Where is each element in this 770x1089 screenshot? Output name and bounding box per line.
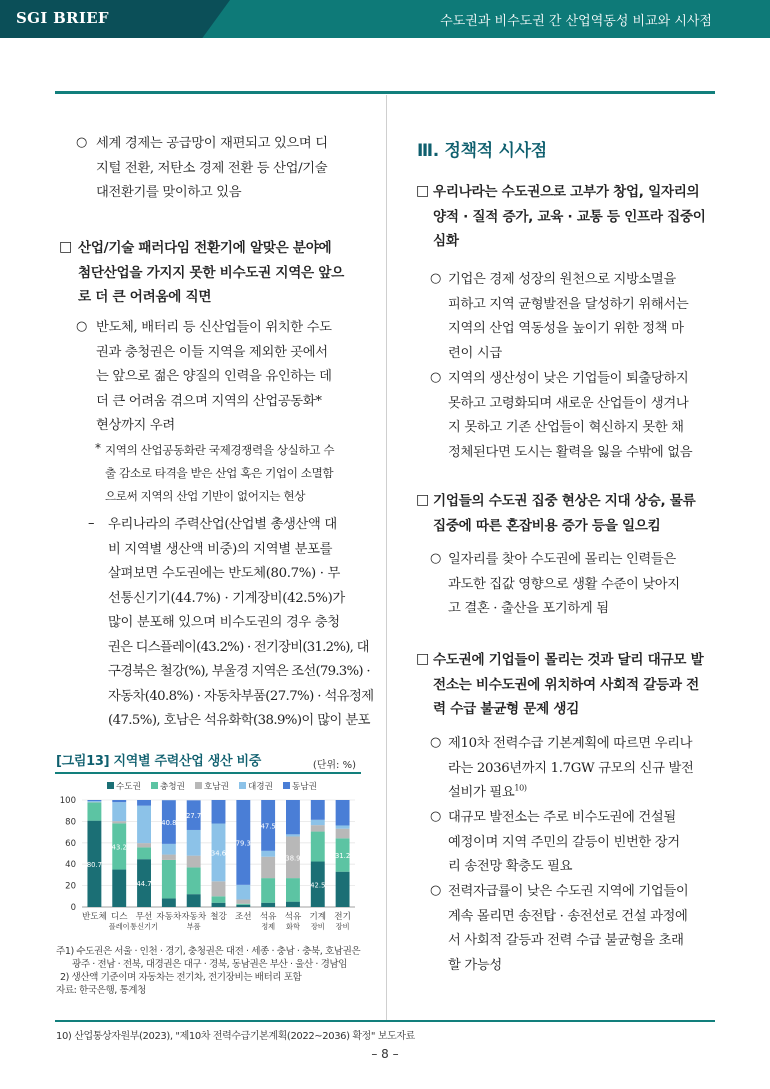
legend-label-2: 호남권 xyxy=(204,782,229,792)
x-tick-label-2-0: 무선 xyxy=(135,912,153,922)
bar-segment-10-0 xyxy=(336,872,350,907)
text-line: 계속 몰리면 송전탑 · 송전선로 건설 과정에 xyxy=(448,908,688,924)
bar-segment-8-3 xyxy=(286,834,300,836)
circle-bullet-icon: ○ xyxy=(430,735,442,750)
legend-swatch-1 xyxy=(151,782,158,789)
bullet-circle-r4 xyxy=(430,732,693,806)
page-header xyxy=(0,0,770,38)
text-line: 자동차(40.8%) · 자동차부품(27.7%) · 석유정제 xyxy=(108,688,374,704)
bullet-circle-2 xyxy=(76,316,332,439)
data-label-3: 40.8 xyxy=(161,819,177,828)
text-line: 전력자급률이 낮은 수도권 지역에 기업들이 xyxy=(448,884,689,899)
text-line: 반도체, 배터리 등 신산업들이 위치한 수도 xyxy=(96,320,332,335)
bar-segment-10-3 xyxy=(336,825,350,828)
data-label-9: 42.5 xyxy=(310,881,326,890)
figure-title-rule xyxy=(55,772,361,774)
bar-segment-5-2 xyxy=(212,881,226,896)
x-tick-label-9-0: 기계 xyxy=(309,912,327,922)
dash-paragraph xyxy=(88,513,374,734)
bar-segment-6-0 xyxy=(236,905,250,907)
bullet-circle-r3 xyxy=(430,548,680,622)
legend-label-1: 충청권 xyxy=(160,782,185,792)
asterisk-marker: * xyxy=(95,441,101,455)
bar-segment-4-0 xyxy=(187,894,201,907)
x-tick-label-3-0: 자동차 xyxy=(156,912,182,922)
heading-line: 우리나라는 수도권으로 고부가 창업, 일자리의 xyxy=(433,184,700,200)
x-tick-label-4-0: 자동차 xyxy=(181,912,207,922)
bar-segment-5-1 xyxy=(212,896,226,902)
text-line: 대전환기를 맞이하고 있음 xyxy=(96,185,242,200)
x-tick-label-0-0: 반도체 xyxy=(81,912,107,922)
bar-segment-9-3 xyxy=(311,820,325,825)
bullet-circle-r1 xyxy=(430,268,688,366)
square-bullet-icon: □ xyxy=(416,183,430,199)
x-tick-label-1-0: 디스 xyxy=(110,912,128,922)
bar-segment-3-0 xyxy=(162,898,176,907)
x-tick-label-8-1: 화학 xyxy=(286,922,300,931)
text-line: 구경북은 철강(%), 부울경 지역은 조선(79.3%) · xyxy=(108,664,370,679)
text-line: 는 앞으로 젊은 양질의 인력을 유인하는 데 xyxy=(96,369,332,384)
column-divider xyxy=(386,95,387,1020)
text-line: 세계 경제는 공급망이 재편되고 있으며 디 xyxy=(96,136,328,151)
text-line: 대규모 발전소는 주로 비수도권에 건설될 xyxy=(448,810,676,825)
footnote-reference[interactable]: 10) xyxy=(514,783,527,793)
legend-swatch-3 xyxy=(239,782,246,789)
brand-label: SGI BRIEF xyxy=(16,9,109,27)
circle-bullet-icon: ○ xyxy=(430,551,442,566)
text-line: 일자리를 찾아 수도권에 몰리는 인력들은 xyxy=(448,552,676,567)
bar-segment-0-4 xyxy=(87,800,101,801)
page-number: – 8 – xyxy=(371,1047,399,1061)
asterisk-note xyxy=(95,439,334,508)
data-label-8: 38.9 xyxy=(285,854,301,863)
bar-segment-10-4 xyxy=(336,800,350,825)
text-line: 현상까지 우려 xyxy=(96,418,175,433)
bar-segment-0-3 xyxy=(87,801,101,802)
text-line: 피하고 지역 균형발전을 달성하기 위해서는 xyxy=(448,296,689,312)
text-line: 라는 2036년까지 1.7GW 규모의 신규 발전 xyxy=(448,760,694,776)
dash-marker: – xyxy=(88,516,95,531)
text-line: 권과 충청권은 이들 지역을 제외한 곳에서 xyxy=(96,344,328,360)
bar-segment-5-0 xyxy=(212,903,226,907)
text-line: 지털 전환, 저탄소 경제 전환 등 산업/기술 xyxy=(96,160,328,176)
heading-line: 기업들의 수도권 집중 현상은 지대 상승, 물류 xyxy=(433,493,696,509)
bar-segment-7-2 xyxy=(261,857,275,878)
bar-segment-7-0 xyxy=(261,903,275,907)
text-line: 선통신기기(44.7%) · 기계장비(42.5%)가 xyxy=(108,590,345,606)
square-bullet-icon: □ xyxy=(59,239,73,255)
stacked-bar-chart xyxy=(55,776,361,936)
bar-segment-6-3 xyxy=(236,885,250,900)
bar-segment-7-3 xyxy=(261,851,275,857)
bar-segment-9-4 xyxy=(311,800,325,820)
bar-segment-2-3 xyxy=(137,806,151,843)
y-tick-label-60: 60 xyxy=(65,838,76,849)
text-line: (47.5%), 호남은 석유화학(38.9%)이 많이 분포 xyxy=(108,713,370,728)
section-title: Ⅲ. 정책적 시사점 xyxy=(417,141,547,161)
bullet-circle-r2 xyxy=(430,367,692,465)
legend-label-0: 수도권 xyxy=(116,782,141,792)
circle-bullet-icon: ○ xyxy=(430,809,442,824)
x-tick-label-9-1: 장비 xyxy=(310,922,325,931)
text-line: 많이 분포해 있으며 비수도권의 경우 충청 xyxy=(108,615,340,630)
x-tick-label-5-0: 철강 xyxy=(210,912,227,922)
note-line: 으로써 지역의 산업 기반이 없어지는 현상 xyxy=(105,489,306,503)
y-tick-label-0: 0 xyxy=(70,903,76,913)
bullet-square-1 xyxy=(59,236,344,310)
circle-bullet-icon: ○ xyxy=(76,319,88,334)
heading-line: 첨단산업을 가지지 못한 비수도권 지역은 앞으 xyxy=(78,264,344,281)
footnote: 10) 산업통상자원부(2023), "제10차 전력수급기본계획(2022~2036) 확정" 보도자료 xyxy=(56,1031,415,1042)
bullet-circle-r6 xyxy=(430,880,688,978)
bar-segment-3-3 xyxy=(162,844,176,855)
bar-segment-2-1 xyxy=(137,847,151,859)
data-label-2: 44.7 xyxy=(136,880,152,889)
data-label-5: 34.6 xyxy=(210,849,227,858)
data-label-10: 31.2 xyxy=(335,851,351,860)
figure-unit: (단위: %) xyxy=(312,760,356,771)
y-tick-label-40: 40 xyxy=(65,860,76,871)
bar-segment-0-1 xyxy=(87,802,101,820)
bar-segment-1-3 xyxy=(112,802,126,821)
x-tick-label-1-1: 플레이 xyxy=(108,922,130,931)
legend-label-4: 동남권 xyxy=(292,782,317,792)
heading-line: 양적 · 질적 증가, 교육 · 교통 등 인프라 집중이 xyxy=(433,208,706,225)
bar-segment-3-1 xyxy=(162,860,176,899)
bar-segment-4-1 xyxy=(187,867,201,894)
x-tick-label-10-1: 장비 xyxy=(335,922,350,931)
figure-note-line: 광주 · 전남 · 전북, 대경권은 대구 · 경북, 동남권은 부산 · 울산 · 경남임 xyxy=(72,959,348,970)
x-tick-label-8-0: 석유 xyxy=(284,912,302,922)
text-line: 권은 디스플레이(43.2%) · 전기장비(31.2%), 대 xyxy=(108,639,369,655)
bar-segment-4-2 xyxy=(187,856,201,868)
square-bullet-icon: □ xyxy=(416,651,430,667)
bullet-circle-1 xyxy=(76,132,328,206)
header-rule xyxy=(55,91,715,94)
text-line: 제10차 전력수급 기본계획에 따르면 우리나 xyxy=(448,736,693,751)
legend-swatch-0 xyxy=(107,782,114,789)
legend-swatch-4 xyxy=(283,782,290,789)
bar-segment-2-4 xyxy=(137,800,151,806)
text-line: 예정이며 지역 주민의 갈등이 빈번한 장거 xyxy=(448,834,680,850)
bar-segment-9-1 xyxy=(311,832,325,862)
running-title: 수도권과 비수도권 간 산업역동성 비교와 시사점 xyxy=(440,14,712,29)
text-line: 지 못하고 기존 산업들이 혁신하지 못한 채 xyxy=(448,420,684,435)
y-tick-label-20: 20 xyxy=(65,881,76,892)
bar-segment-1-4 xyxy=(112,800,126,802)
figure-title: [그림13] 지역별 주력산업 생산 비중 xyxy=(56,754,262,769)
x-tick-label-7-1: 정제 xyxy=(261,922,276,931)
bar-segment-8-4 xyxy=(286,800,300,834)
text-line: 리 송전망 확충도 필요 xyxy=(448,859,573,874)
legend-swatch-2 xyxy=(195,782,202,789)
text-line xyxy=(448,781,693,806)
note-line: 출 감소로 타격을 받은 산업 혹은 기업이 소멸함 xyxy=(105,466,334,480)
circle-bullet-icon: ○ xyxy=(430,883,442,898)
bar-segment-4-3 xyxy=(187,830,201,856)
circle-bullet-icon: ○ xyxy=(430,370,442,385)
bar-segment-10-2 xyxy=(336,829,350,839)
note-line: 지역의 산업공동화란 국제경쟁력을 상실하고 수 xyxy=(105,443,335,457)
x-tick-label-4-1: 부품 xyxy=(186,922,201,931)
text-line: 더 큰 어려움 겪으며 지역의 산업공동화* xyxy=(96,393,322,409)
data-label-7: 47.5 xyxy=(260,822,276,831)
heading-line: 산업/기술 패러다임 전환기에 알맞은 분야에 xyxy=(78,240,332,256)
bullet-square-r2 xyxy=(416,489,695,538)
text-line: 비 지역별 생산액 비중)의 지역별 분포를 xyxy=(108,541,333,557)
legend-label-3: 대경권 xyxy=(248,782,273,792)
figure-note-line: 2) 생산액 기준이며 자동차는 전기차, 전기장비는 배터리 포함 xyxy=(60,972,302,983)
text-line: 련이 시급 xyxy=(448,345,502,361)
heading-line: 전소는 비수도권에 위치하여 사회적 갈등과 전 xyxy=(433,676,699,693)
bar-segment-6-1 xyxy=(236,904,250,905)
footer-rule xyxy=(55,1020,715,1022)
bar-segment-9-2 xyxy=(311,825,325,831)
bullet-circle-r5 xyxy=(430,806,680,880)
x-tick-label-7-0: 석유 xyxy=(259,912,277,922)
text-line-content: 설비가 필요 xyxy=(448,785,515,800)
bar-segment-2-2 xyxy=(137,843,151,847)
bullet-square-r3 xyxy=(416,648,703,722)
figure-note-line: 주1) 수도권은 서울 · 인천 · 경기, 충청권은 대전 · 세종 · 충남 · 충북, 호남권은 xyxy=(56,946,361,957)
figure-source: 자료: 한국은행, 통계청 xyxy=(56,985,146,996)
text-line: 과도한 집값 영향으로 생활 수준이 낮아지 xyxy=(448,576,680,592)
data-label-6: 79.3 xyxy=(235,839,251,848)
text-line: 지역의 산업 역동성을 높이기 위한 정책 마 xyxy=(448,321,684,336)
text-line: 살펴보면 수도권에는 반도체(80.7%) · 무 xyxy=(108,566,340,581)
y-tick-label-100: 100 xyxy=(59,796,76,806)
heading-line: 심화 xyxy=(433,233,459,249)
heading-line: 력 수급 불균형 문제 생김 xyxy=(433,701,580,717)
data-label-4: 27.7 xyxy=(186,812,202,821)
bar-segment-5-4 xyxy=(212,800,226,824)
bar-segment-3-2 xyxy=(162,855,176,860)
text-line: 정체된다면 도시는 활력을 잃을 수밖에 없음 xyxy=(448,444,693,460)
heading-line: 수도권에 기업들이 몰리는 것과 달리 대규모 발 xyxy=(433,652,704,668)
text-line: 지역의 생산성이 낮은 기업들이 퇴출당하지 xyxy=(448,371,689,386)
x-tick-label-10-0: 전기 xyxy=(334,912,351,922)
text-line: 할 가능성 xyxy=(448,957,502,973)
text-line: 못하고 고령화되며 새로운 산업들이 생겨나 xyxy=(448,395,689,411)
bar-segment-8-0 xyxy=(286,902,300,907)
bar-segment-1-2 xyxy=(112,821,126,823)
bar-segment-7-1 xyxy=(261,878,275,903)
data-label-1: 43.2 xyxy=(111,843,127,852)
bullet-square-r1 xyxy=(416,180,706,254)
square-bullet-icon: □ xyxy=(416,492,430,508)
x-tick-label-2-1: 통신기기 xyxy=(130,922,158,931)
bar-segment-8-1 xyxy=(286,878,300,902)
text-line: 고 결혼 · 출산을 포기하게 됨 xyxy=(448,601,609,616)
x-tick-label-6-0: 조선 xyxy=(235,912,252,922)
circle-bullet-icon: ○ xyxy=(76,135,88,150)
y-tick-label-80: 80 xyxy=(65,817,76,828)
text-line: 우리나라의 주력산업(산업별 총생산액 대 xyxy=(108,517,337,532)
heading-line: 로 더 큰 어려움에 직면 xyxy=(78,289,212,305)
circle-bullet-icon: ○ xyxy=(430,271,442,286)
text-line: 서 사회적 갈등과 전력 수급 불균형을 초래 xyxy=(448,933,684,948)
data-label-0: 80.7 xyxy=(86,860,102,869)
bar-segment-6-2 xyxy=(236,900,250,904)
heading-line: 집중에 따른 혼잡비용 증가 등을 일으킴 xyxy=(433,517,661,534)
text-line: 기업은 경제 성장의 원천으로 지방소멸을 xyxy=(448,272,676,287)
bar-segment-1-0 xyxy=(112,870,126,907)
